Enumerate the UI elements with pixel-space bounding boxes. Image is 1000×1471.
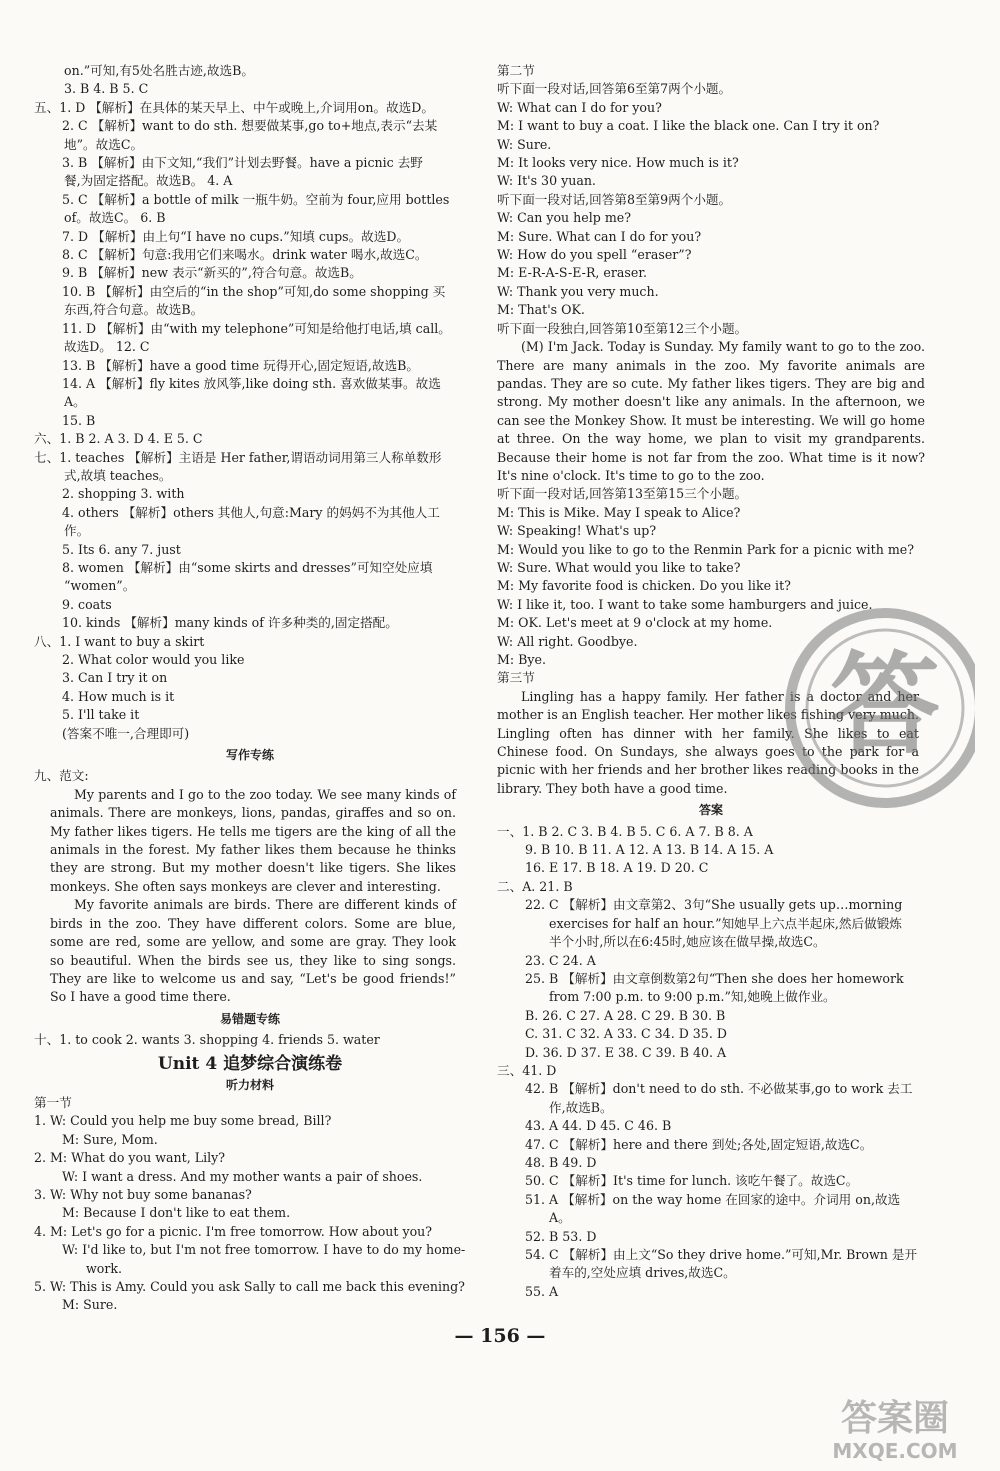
answer-line: 50. C 【解析】It's time for lunch. 该吃午餐了。故选C。 bbox=[525, 1173, 859, 1189]
dialogue-line: M: Bye. bbox=[497, 652, 546, 667]
seal-stamp bbox=[775, 568, 975, 848]
answer-line: 二、A. 21. B bbox=[497, 878, 573, 894]
stamp-glyph: 答 bbox=[830, 641, 940, 769]
essay-label: 九、范文: bbox=[34, 768, 89, 784]
dialogue-line: 听下面一段独白,回答第10至第12三个小题。 bbox=[497, 320, 748, 336]
answer-line: 5. Its 6. any 7. just bbox=[62, 541, 181, 557]
answer-line: 3. Can I try it on bbox=[62, 670, 168, 686]
answer-line: 三、41. D bbox=[497, 1062, 557, 1078]
answer-line: 51. A 【解析】on the way home 在回家的途中。介词用 on,故选 bbox=[525, 1191, 901, 1207]
answer-line: C. 31. C 32. A 33. C 34. D 35. D bbox=[525, 1026, 727, 1042]
page-number: — 156 — bbox=[454, 1325, 546, 1347]
watermark-url: MXQE.COM bbox=[832, 1439, 958, 1463]
essay-paragraph: My favorite animals are birds. There are different kinds of birds in the zoo. They have different colors. Some are blue, some are red, some are yellow, and some are gray. They look so beautiful. When the birds see us, they like to sing songs. They are like to welcome us and say, “Let's be good friends!” So I have a good time there. bbox=[50, 897, 456, 1005]
answer-line: A。 bbox=[64, 394, 86, 410]
answer-line: 14. A 【解析】fly kites 放风筝,like doing sth. 喜欢做某事。故选 bbox=[62, 375, 441, 391]
answer-line: 16. E 17. B 18. A 19. D 20. C bbox=[525, 860, 709, 876]
monologue-text: (M) I'm Jack. Today is Sunday. My family want to go to the zoo. There are many animals in the zoo. My favorite animals are pandas. They are so cute. My father likes tigers. They are big and strong. My mother doesn't like any animals. In the afternoon, we can see the Monkey Show. It must be interesting. We will go home at three. On the way home, we plan to visit my grandparents. Because their home is not far from the zoo. What time is it now? It's nine o'clock. It's time to go to the zoo. bbox=[497, 339, 925, 483]
answer-line: 5. I'll take it bbox=[62, 707, 140, 723]
answer-line: 东西,符合句意。故选B。 bbox=[64, 302, 204, 318]
dialogue-line: work. bbox=[86, 1260, 123, 1276]
answer-line: B. 26. C 27. A 28. C 29. B 30. B bbox=[525, 1007, 726, 1023]
dialogue-line: M: OK. Let's meet at 9 o'clock at my home. bbox=[497, 615, 773, 631]
dialogue-line: 4. M: Let's go for a picnic. I'm free tomorrow. How about you? bbox=[34, 1223, 433, 1239]
answer-line: A。 bbox=[549, 1210, 571, 1226]
dialogue-line: W: Sure. What would you like to take? bbox=[497, 559, 741, 575]
answer-line: 22. C 【解析】由文章第2、3句“She usually gets up…morning bbox=[525, 897, 903, 913]
answer-line: 5. C 【解析】a bottle of milk 一瓶牛奶。空前为 four,应用 bottles bbox=[62, 191, 450, 207]
answer-line: 故选D。 12. C bbox=[64, 339, 150, 355]
dialogue-line: W: Can you help me? bbox=[497, 210, 631, 226]
answer-line: 15. B bbox=[62, 412, 96, 428]
dialogue-line: M: My favorite food is chicken. Do you like it? bbox=[497, 578, 791, 594]
listening-section-1 bbox=[34, 1094, 466, 1315]
answer-line: 48. B 49. D bbox=[525, 1154, 597, 1170]
answer-line: 9. B 【解析】new 表示“新买的”,符合句意。故选B。 bbox=[62, 265, 362, 281]
section3-passage: Lingling has a happy family. Her father is a doctor and her mother is an English teacher. Her mother likes fishing very much. Lingling often has dinner with her family. She likes to eat Chinese food. On Sundays, she always goes to the park for a picnic with her friends and her brother likes reading books in the library. They both have a good time. bbox=[497, 688, 919, 796]
unit-title: Unit 4 追梦综合演练卷 bbox=[157, 1053, 343, 1074]
dialogue-line: W: Speaking! What's up? bbox=[497, 523, 657, 539]
answer-line: 五、1. D 【解析】在具体的某天早上、中午或晚上,介词用on。故选D。 bbox=[34, 99, 434, 115]
dialogue-line: 第一节 bbox=[34, 1094, 72, 1110]
watermark-text: 答案圈 bbox=[840, 1398, 950, 1439]
answers-title: 答案 bbox=[698, 803, 723, 818]
mistakes-answers: 十、1. to cook 2. wants 3. shopping 4. friends 5. water bbox=[34, 1032, 380, 1048]
answer-line: 七、1. teaches 【解析】主语是 Her father,谓语动词用第三人称单数形 bbox=[34, 449, 442, 465]
answer-line: 10. B 【解析】由空后的“in the shop”可知,do some shopping 买 bbox=[62, 283, 446, 299]
dialogue-line: W: I'd like to, but I'm not free tomorrow. I have to do my home- bbox=[62, 1242, 466, 1258]
answer-line: 9. B 10. B 11. A 12. A 13. B 14. A 15. A bbox=[525, 842, 774, 858]
dialogue-line: 第三节 bbox=[497, 670, 535, 686]
answer-line: 10. kinds 【解析】many kinds of 许多种类的,固定搭配。 bbox=[62, 615, 398, 631]
dialogue-line: W: It's 30 yuan. bbox=[497, 173, 596, 189]
left-answer-lines bbox=[34, 62, 466, 743]
answer-line: 餐,为固定搭配。故选B。 4. A bbox=[64, 173, 233, 189]
model-essay bbox=[34, 786, 466, 1007]
answer-line: 42. B 【解析】don't need to do sth. 不必做某事,go to work 去工 bbox=[525, 1081, 913, 1097]
answer-line: 着车的,空处应填 drives,故选C。 bbox=[549, 1265, 736, 1281]
answer-line: 作。 bbox=[64, 523, 90, 539]
answer-line: 11. D 【解析】由“with my telephone”可知是给他打电话,填 call。 bbox=[62, 320, 451, 336]
answer-line: on.”可知,有5处名胜古迹,故选B。 bbox=[64, 63, 254, 78]
answer-line: 4. others 【解析】others 其他人,句意:Mary 的妈妈不为其他人工 bbox=[62, 504, 440, 520]
mistakes-section-title: 易错题专练 bbox=[219, 1011, 280, 1026]
answer-line: “women”。 bbox=[64, 578, 136, 594]
answer-line: 六、1. B 2. A 3. D 4. E 5. C bbox=[34, 431, 203, 447]
dialogue-line: W: What can I do for you? bbox=[497, 99, 662, 115]
dialogue-line: W: I like it, too. I want to take some hamburgers and juice. bbox=[497, 596, 873, 612]
dialogue-line: 3. W: Why not buy some bananas? bbox=[34, 1186, 252, 1202]
dialogue-line: W: I want a dress. And my mother wants a pair of shoes. bbox=[62, 1168, 423, 1184]
answer-line: from 7:00 p.m. to 9:00 p.m.”知,她晚上做作业。 bbox=[549, 989, 836, 1005]
dialogue-line: 第二节 bbox=[497, 63, 535, 78]
dialogue-line: M: Because I don't like to eat them. bbox=[62, 1205, 291, 1221]
answer-line: 一、1. B 2. C 3. B 4. B 5. C 6. A 7. B 8. A bbox=[497, 823, 753, 839]
dialogue-line: 5. W: This is Amy. Could you ask Sally to call me back this evening? bbox=[34, 1279, 465, 1294]
answer-line: 式,故填 teaches。 bbox=[64, 467, 172, 483]
dialogue-line: W: All right. Goodbye. bbox=[497, 633, 638, 649]
left-column bbox=[34, 62, 466, 1315]
answer-line: 23. C 24. A bbox=[525, 952, 596, 968]
answer-line: of。故选C。 6. B bbox=[64, 210, 166, 226]
dialogue-line: W: Sure. bbox=[497, 136, 552, 152]
dialogue-line: 听下面一段对话,回答第13至第15三个小题。 bbox=[497, 486, 748, 502]
answer-line: 8. women 【解析】由“some skirts and dresses”可知空处应填 bbox=[62, 559, 433, 575]
answer-line: 47. C 【解析】here and there 到处;各处,固定短语,故选C。 bbox=[525, 1136, 873, 1152]
answer-line: 半个小时,所以在6:45时,她应该在做早操,故选C。 bbox=[549, 934, 826, 950]
answer-line: 3. B 4. B 5. C bbox=[64, 81, 149, 97]
dialogue-line: M: Would you like to go to the Renmin Park for a picnic with me? bbox=[497, 541, 914, 557]
answer-line: exercises for half an hour.”知她早上六点半起床,然后做锻炼 bbox=[549, 915, 902, 931]
dialogue-line: 听下面一段对话,回答第8至第9两个小题。 bbox=[497, 191, 732, 207]
dialogue-line: M: That's OK. bbox=[497, 302, 585, 318]
dialogue-line: M: This is Mike. May I speak to Alice? bbox=[497, 504, 741, 520]
answer-line: 2. shopping 3. with bbox=[62, 486, 185, 502]
answer-line: 4. How much is it bbox=[62, 688, 175, 704]
answer-line: 9. coats bbox=[62, 596, 112, 612]
answer-line: (答案不唯一,合理即可) bbox=[62, 725, 190, 741]
watermark-logo bbox=[800, 1388, 990, 1466]
listening-section-2 bbox=[497, 62, 925, 338]
answer-line: 作,故选B。 bbox=[549, 1099, 613, 1115]
dialogue-line: 1. W: Could you help me buy some bread, Bill? bbox=[34, 1113, 332, 1129]
answer-line: 8. C 【解析】句意:我用它们来喝水。drink water 喝水,故选C。 bbox=[62, 247, 428, 263]
answer-line: 25. B 【解析】由文章倒数第2句“Then she does her homework bbox=[525, 970, 904, 986]
answer-line: 7. D 【解析】由上句“I have no cups.”知填 cups。故选D。 bbox=[62, 228, 410, 244]
answer-list bbox=[497, 823, 925, 1302]
answer-line: 地”。故选C。 bbox=[64, 136, 144, 152]
dialogue-line: M: Sure. What can I do for you? bbox=[497, 228, 702, 244]
dialogue-line: 听下面一段对话,回答第6至第7两个小题。 bbox=[497, 81, 732, 97]
answer-line: 13. B 【解析】have a good time 玩得开心,固定短语,故选B。 bbox=[62, 357, 419, 373]
dialogue-line: 2. M: What do you want, Lily? bbox=[34, 1150, 225, 1166]
listening-material-title: 听力材料 bbox=[225, 1077, 274, 1092]
dialogue-line: M: Sure, Mom. bbox=[62, 1131, 158, 1147]
answer-line: 2. What color would you like bbox=[62, 652, 245, 667]
answer-line: D. 36. D 37. E 38. C 39. B 40. A bbox=[525, 1044, 727, 1060]
dialogue-line: M: I want to buy a coat. I like the black one. Can I try it on? bbox=[497, 118, 880, 134]
dialogue-line: W: How do you spell “eraser”? bbox=[497, 247, 692, 263]
dialogue-line: M: E-R-A-S-E-R, eraser. bbox=[497, 265, 647, 281]
dialogue-line: M: It looks very nice. How much is it? bbox=[497, 155, 739, 171]
dialogue-line: M: Sure. bbox=[62, 1297, 118, 1313]
answer-line: 43. A 44. D 45. C 46. B bbox=[525, 1118, 672, 1134]
answer-line: 2. C 【解析】want to do sth. 想要做某事,go to+地点,表示“去某 bbox=[62, 118, 438, 134]
essay-paragraph: My parents and I go to the zoo today. We see many kinds of animals. There are monkeys, lions, pandas, giraffes and so on. My father likes tigers. He tells me tigers are the king of all the animals in the forest. My father likes them because he thinks they are strong. But my mother doesn't like tigers. She likes monkeys. She often says monkeys are clever and interesting. bbox=[50, 786, 456, 894]
answer-line: 52. B 53. D bbox=[525, 1228, 597, 1244]
answer-line: 55. A bbox=[525, 1283, 559, 1299]
dialogue-line: W: Thank you very much. bbox=[497, 283, 659, 299]
answer-line: 54. C 【解析】由上文“So they drive home.”可知,Mr. Brown 是开 bbox=[525, 1247, 918, 1262]
answer-line: 3. B 【解析】由下文知,“我们”计划去野餐。have a picnic 去野 bbox=[62, 155, 423, 171]
writing-section-title: 写作专练 bbox=[225, 748, 274, 763]
answer-line: 八、1. I want to buy a skirt bbox=[34, 633, 205, 649]
